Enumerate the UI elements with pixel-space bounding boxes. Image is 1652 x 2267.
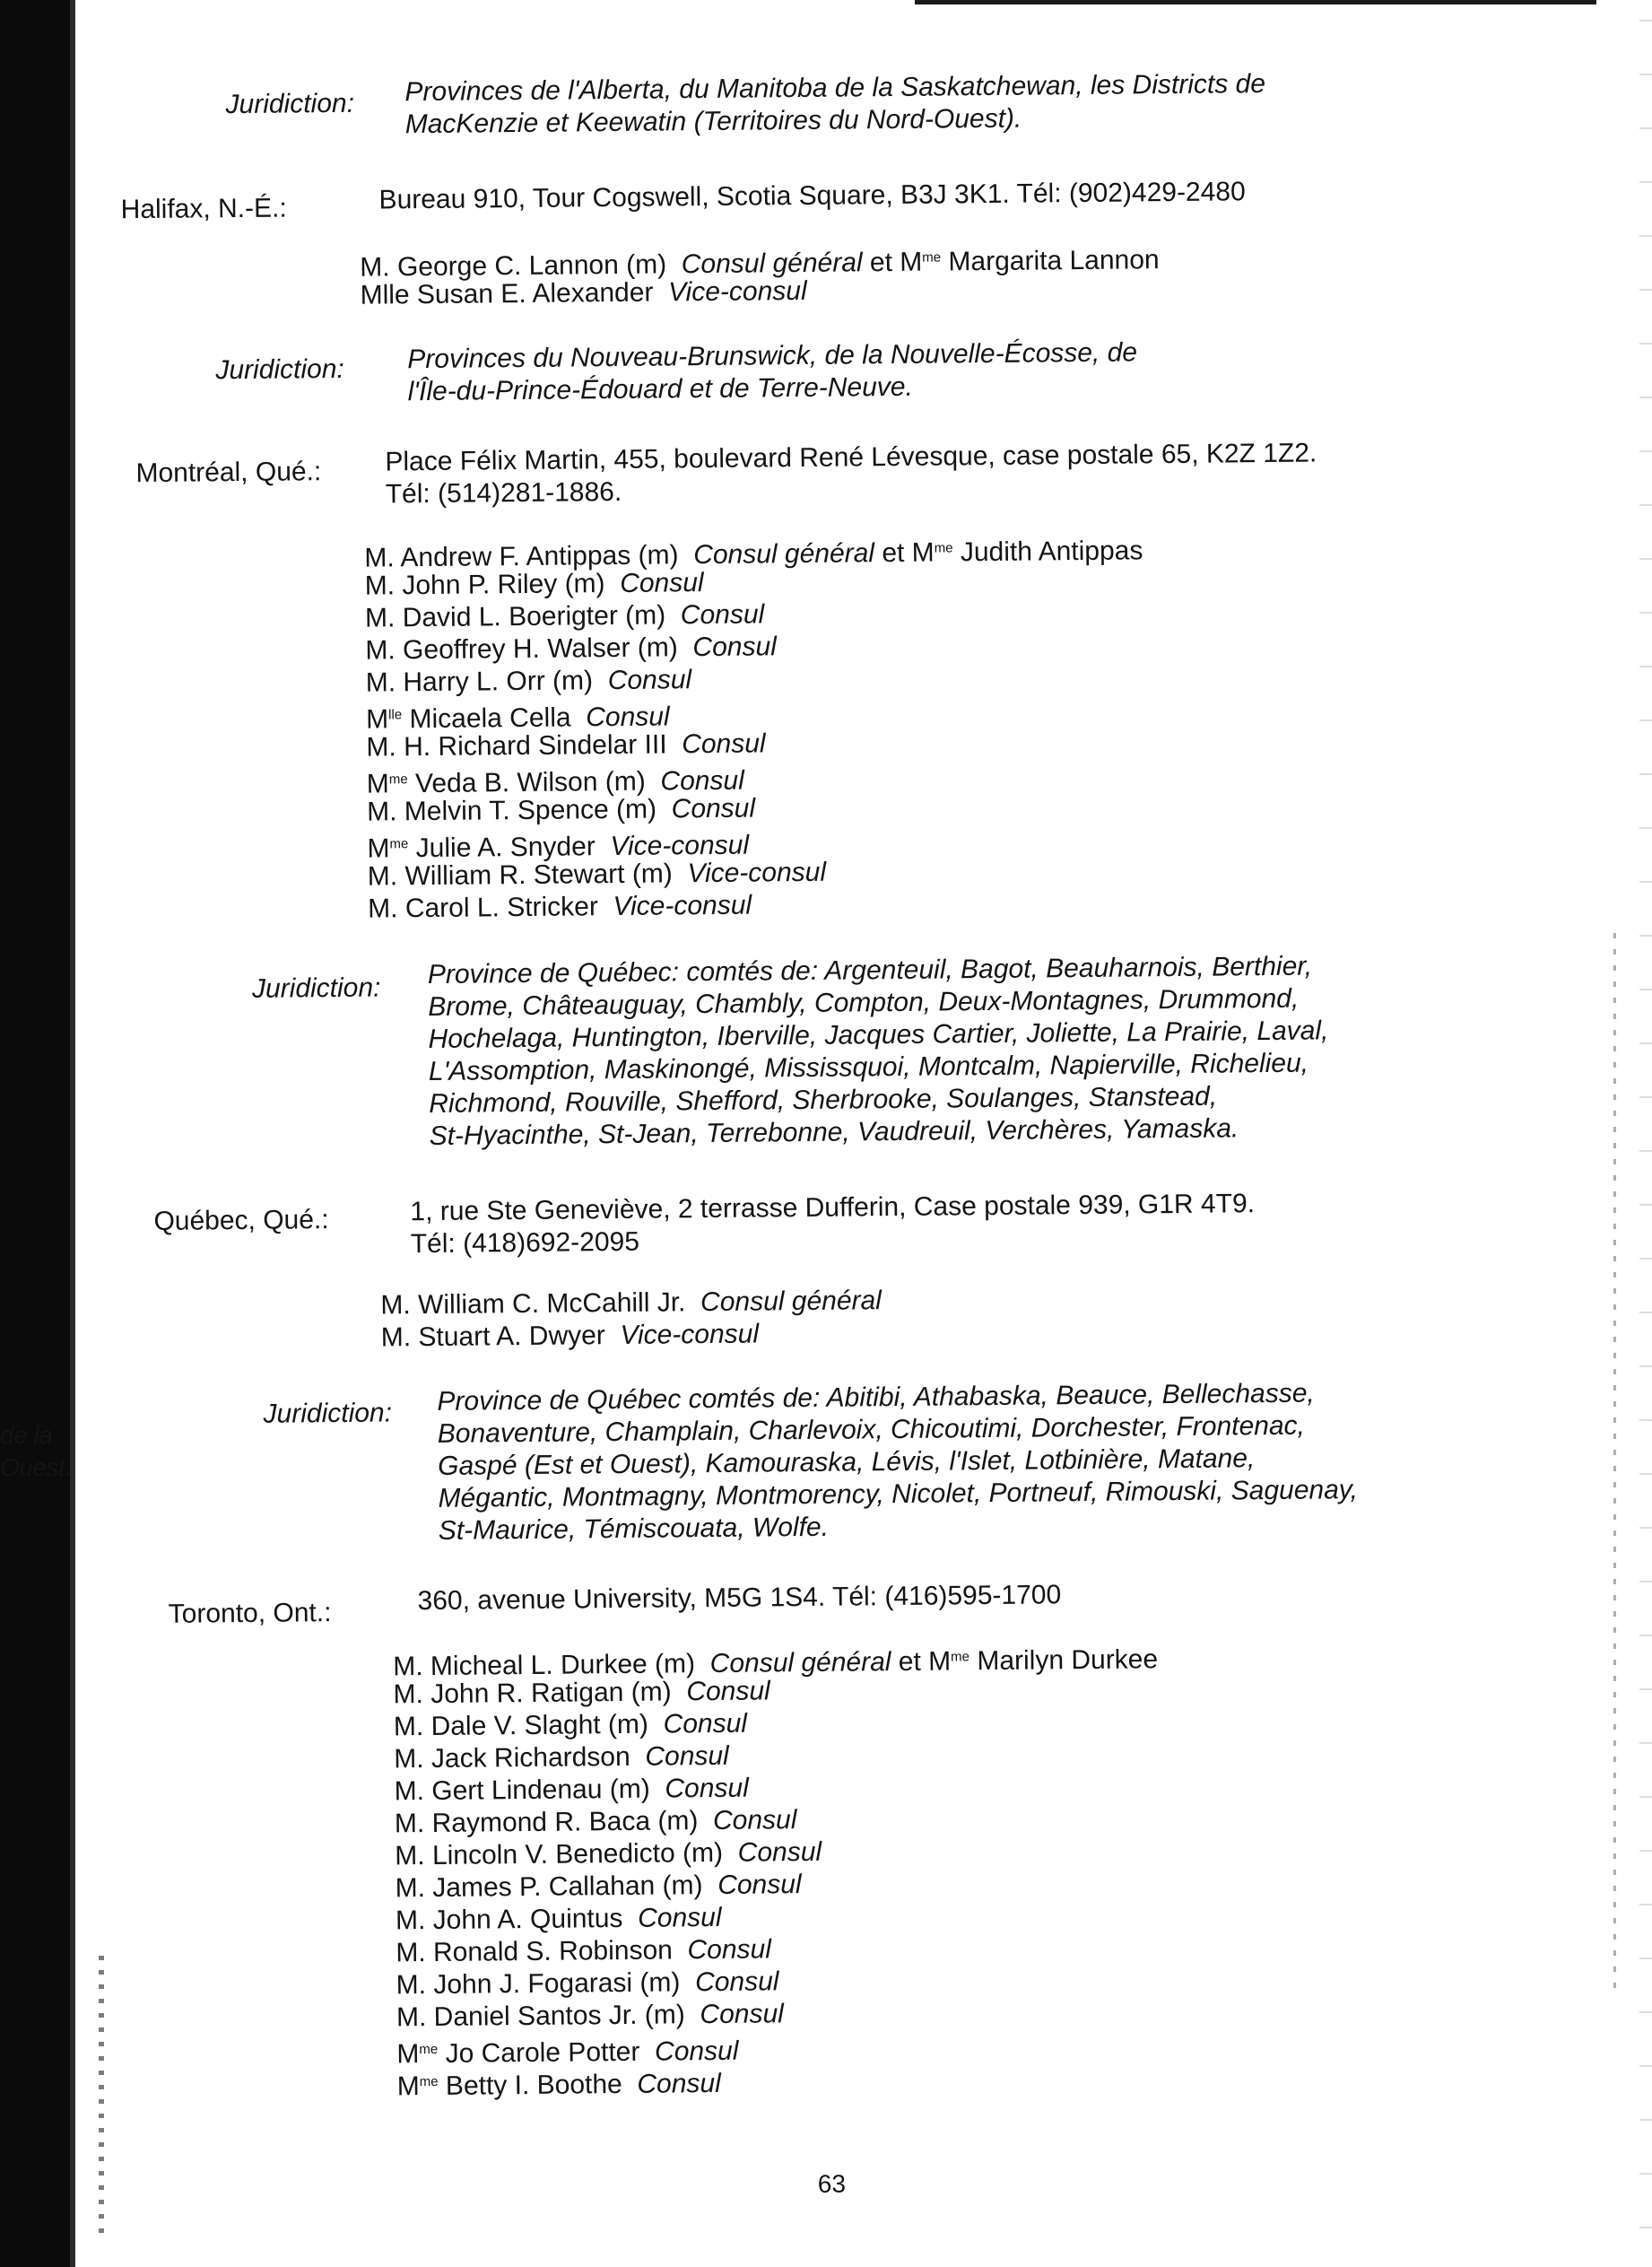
staff-name: Andrew F. Antippas (m) [400, 540, 679, 573]
page-number: 63 [817, 2169, 847, 2198]
city-label-montreal: Montréal, Qué.: [135, 457, 322, 489]
staff-prefix: M [367, 833, 390, 864]
staff-prefix-sup: me [388, 772, 408, 788]
staff-title: Consul général [693, 538, 875, 571]
staff-title: Consul général [700, 1286, 883, 1318]
staff-row [368, 890, 752, 926]
margin-note [0, 1419, 71, 1484]
staff-row [395, 1869, 801, 1905]
staff-name: Julie A. Snyder [415, 832, 596, 864]
juridiction-text-line: Bonaventure, Champlain, Charlevoix, Chicoutimi, Dorchester, Frontenac, [437, 1410, 1306, 1449]
staff-title: Consul [717, 1870, 802, 1900]
staff-prefix: M. [364, 603, 396, 633]
staff-prefix: M. [395, 1841, 425, 1871]
staff-prefix: M. [364, 571, 396, 601]
staff-title: Consul général [681, 248, 863, 280]
staff-name: Betty I. Boothe [445, 2069, 622, 2101]
juridiction-text-line: L'Assomption, Maskinongé, Mississquoi, Montcalm, Napierville, Richelieu, [428, 1048, 1309, 1087]
juridiction-text-line: Provinces de l'Alberta, du Manitoba de la Saskatchewan, les Districts de [404, 69, 1266, 108]
right-page-edge [1639, 0, 1652, 2267]
staff-name: Micaela Cella [409, 702, 571, 735]
staff-title: Vice-consul [610, 830, 750, 862]
staff-prefix: M. [393, 1679, 424, 1710]
staff-row [364, 530, 1143, 574]
staff-prefix: M [365, 704, 389, 735]
staff-row [368, 857, 827, 894]
staff-prefix: M. [394, 1744, 424, 1774]
staff-suffix-sup: me [951, 1649, 970, 1665]
left-scan-marks [99, 1956, 104, 2243]
juridiction-label: Juridiction: [215, 353, 344, 386]
staff-row [365, 598, 764, 634]
staff-name: Micheal L. Durkee (m) [430, 1649, 696, 1682]
staff-row [396, 1902, 722, 1937]
staff-prefix: M. [366, 797, 397, 827]
staff-suffix-sup: me [922, 249, 942, 266]
juridiction-label: Juridiction: [251, 972, 381, 1004]
staff-prefix: M. [367, 861, 398, 892]
staff-name: M. William C. McCahill Jr. [380, 1287, 686, 1321]
staff-name: James P. Callahan (m) [432, 1870, 703, 1904]
juridiction-text-line: Province de Québec: comtés de: Argenteuil, Bagot, Beauharnois, Berthier, [427, 951, 1313, 990]
staff-name: M. George C. Lannon (m) [360, 249, 667, 283]
juridiction-text-line: Provinces du Nouveau-Brunswick, de la Nouvelle-Écosse, de [407, 337, 1138, 375]
staff-title: Consul général [709, 1647, 891, 1679]
staff-title: Consul [694, 1966, 779, 1998]
juridiction-label: Juridiction: [263, 1398, 393, 1429]
juridiction-text-line: Richmond, Rouville, Shefford, Sherbrooke, Soulanges, Stanstead, [429, 1081, 1218, 1120]
staff-row [394, 1740, 729, 1776]
staff-row [397, 2063, 721, 2103]
staff-row [365, 567, 704, 603]
staff-prefix: M. [366, 732, 396, 763]
margin-note-line1: de la [0, 1421, 53, 1449]
top-rule [915, 0, 1596, 4]
staff-name: Veda B. Wilson (m) [414, 766, 646, 799]
staff-title: Consul [680, 599, 765, 631]
city-label-toronto: Toronto, Ont.: [168, 1598, 332, 1629]
juridiction-label: Juridiction: [225, 88, 355, 120]
staff-row [380, 1285, 882, 1321]
staff-prefix: M. [393, 1652, 423, 1682]
staff-suffix: et M [869, 247, 923, 278]
staff-row [394, 1773, 749, 1809]
staff-name: David L. Boerigter (m) [402, 600, 666, 633]
staff-name: William R. Stewart (m) [404, 859, 673, 892]
staff-prefix-sup: lle [388, 707, 403, 723]
address-montreal-line2: Tél: (514)281-1886. [385, 476, 622, 510]
staff-spouse: Margarita Lannon [948, 245, 1160, 277]
juridiction-text-line: Gaspé (Est et Ouest), Kamouraska, Lévis, l'Islet, Lotbinière, Matane, [437, 1443, 1256, 1481]
staff-title: Vice-consul [667, 275, 807, 308]
staff-row [366, 664, 692, 699]
staff-spouse: Judith Antippas [960, 536, 1143, 568]
margin-note-line2: Ouest. [0, 1453, 72, 1481]
right-scan-marks [1613, 933, 1616, 1992]
staff-title: Vice-consul [613, 890, 752, 922]
staff-row [396, 1966, 779, 2001]
staff-title: Consul [645, 1740, 729, 1772]
staff-name: John A. Quintus [432, 1903, 623, 1936]
staff-prefix: M. [395, 1905, 426, 1936]
staff-name: H. Richard Sindelar III [403, 729, 667, 763]
staff-prefix: M. [396, 2002, 427, 2033]
staff-title: Vice-consul [687, 857, 827, 889]
staff-title: Consul [660, 765, 744, 797]
staff-row [395, 1804, 797, 1840]
staff-row [396, 1933, 771, 1969]
staff-title: Consul [671, 793, 756, 824]
city-label-halifax: Halifax, N.-É.: [120, 193, 287, 225]
staff-prefix: M. [396, 1970, 427, 2001]
staff-title: Vice-consul [620, 1319, 760, 1350]
staff-row [381, 1318, 760, 1354]
staff-name: John R. Ratigan (m) [430, 1677, 672, 1710]
staff-name: Mlle Susan E. Alexander [360, 277, 654, 310]
staff-prefix: M [366, 769, 390, 799]
staff-prefix-sup: me [389, 836, 409, 852]
staff-row [360, 275, 806, 312]
staff-name: Melvin T. Spence (m) [404, 794, 657, 827]
staff-suffix: et M [882, 537, 935, 569]
staff-title: Consul [687, 1934, 772, 1966]
address-halifax: Bureau 910, Tour Cogswell, Scotia Square, B3J 3K1. Tél: (902)429-2480 [378, 177, 1246, 215]
staff-name: Carol L. Stricker [404, 892, 599, 924]
staff-title: Consul [712, 1805, 797, 1836]
staff-title: Consul [637, 1902, 722, 1933]
staff-prefix-sup: me [419, 2041, 439, 2058]
staff-row [394, 1708, 747, 1744]
staff-row [365, 631, 777, 667]
staff-name: John J. Fogarasi (m) [433, 1967, 681, 2001]
juridiction-text-line: MacKenzie et Keewatin (Territoires du Nord-Ouest). [404, 103, 1022, 140]
staff-title: Consul [663, 1708, 748, 1739]
staff-row [367, 793, 755, 829]
staff-name: Gert Lindenau (m) [431, 1774, 650, 1807]
staff-name: Daniel Santos Jr. (m) [433, 2000, 685, 2033]
staff-title: Consul [700, 1999, 785, 2030]
staff-name: Geoffrey H. Walser (m) [402, 632, 678, 666]
juridiction-text-line: Hochelaga, Huntington, Iberville, Jacques Cartier, Joliette, La Prairie, Laval, [428, 1016, 1329, 1055]
staff-title: Consul [637, 2068, 721, 2099]
staff-title: Consul [620, 568, 704, 598]
staff-spouse: Marilyn Durkee [977, 1644, 1159, 1677]
staff-row [393, 1639, 1158, 1683]
staff-title: Consul [665, 1773, 749, 1804]
address-toronto: 360, avenue University, M5G 1S4. Tél: (416)595-1700 [417, 1580, 1062, 1617]
staff-name: Jo Carole Potter [445, 2036, 640, 2069]
staff-title: Consul [686, 1676, 770, 1707]
staff-title: Consul [737, 1836, 822, 1868]
juridiction-text-line: St-Maurice, Témiscouata, Wolfe. [438, 1512, 830, 1546]
address-quebec-line2: Tél: (418)692-2095 [410, 1226, 640, 1260]
staff-name: Jack Richardson [430, 1741, 630, 1774]
staff-prefix: M. [365, 667, 396, 698]
staff-prefix: M. [368, 894, 398, 924]
staff-name: John P. Riley (m) [402, 569, 605, 601]
address-quebec-line1: 1, rue Ste Geneviève, 2 terrasse Dufferin, Case postale 939, G1R 4T9. [410, 1189, 1256, 1227]
staff-title: Consul [682, 728, 766, 760]
staff-title: Consul [654, 2036, 739, 2067]
staff-row [396, 1998, 784, 2034]
juridiction-text-line: Province de Québec comtés de: Abitibi, Athabaska, Beauce, Bellechasse, [437, 1378, 1315, 1417]
staff-row [393, 1675, 769, 1711]
city-label-quebec: Québec, Qué.: [153, 1205, 329, 1236]
staff-title: Consul [692, 632, 778, 663]
staff-name: Dale V. Slaght (m) [430, 1709, 649, 1742]
staff-name: Harry L. Orr (m) [403, 666, 594, 698]
staff-prefix: M. [393, 1712, 424, 1742]
juridiction-text-line: Mégantic, Montmagny, Montmorency, Nicolet, Portneuf, Rimouski, Saguenay, [438, 1475, 1359, 1513]
staff-prefix: M [396, 2071, 420, 2102]
staff-name: M. Stuart A. Dwyer [380, 1321, 605, 1353]
staff-row [395, 1836, 822, 1873]
juridiction-text-line: St-Hyacinthe, St-Jean, Terrebonne, Vaudreuil, Verchères, Yamaska. [429, 1113, 1239, 1152]
staff-suffix-sup: me [934, 540, 953, 556]
staff-prefix: M. [394, 1776, 425, 1807]
staff-title: Consul [607, 665, 692, 696]
juridiction-text-line: Brome, Châteauguay, Chambly, Compton, Deux-Montagnes, Drummond, [428, 983, 1300, 1023]
staff-prefix: M. [396, 1938, 426, 1968]
staff-prefix: M. [365, 635, 396, 666]
juridiction-text-line: l'Île-du-Prince-Édouard et de Terre-Neuve. [407, 371, 914, 407]
staff-prefix: M. [395, 1873, 426, 1904]
staff-title: Consul [586, 702, 670, 733]
staff-prefix-sup: me [419, 2073, 439, 2090]
binding-shadow [70, 0, 75, 2267]
address-montreal-line1: Place Félix Martin, 455, boulevard René Lévesque, case postale 65, K2Z 1Z2. [385, 438, 1317, 477]
staff-name: Lincoln V. Benedicto (m) [431, 1837, 724, 1871]
staff-name: Ronald S. Robinson [432, 1935, 674, 1968]
staff-prefix: M. [364, 543, 395, 573]
staff-prefix: M [396, 2039, 420, 2070]
staff-name: Raymond R. Baca (m) [431, 1806, 699, 1839]
staff-row [366, 728, 766, 763]
staff-suffix: et M [898, 1646, 952, 1678]
staff-prefix: M. [394, 1809, 425, 1839]
binding-edge [0, 0, 70, 2267]
